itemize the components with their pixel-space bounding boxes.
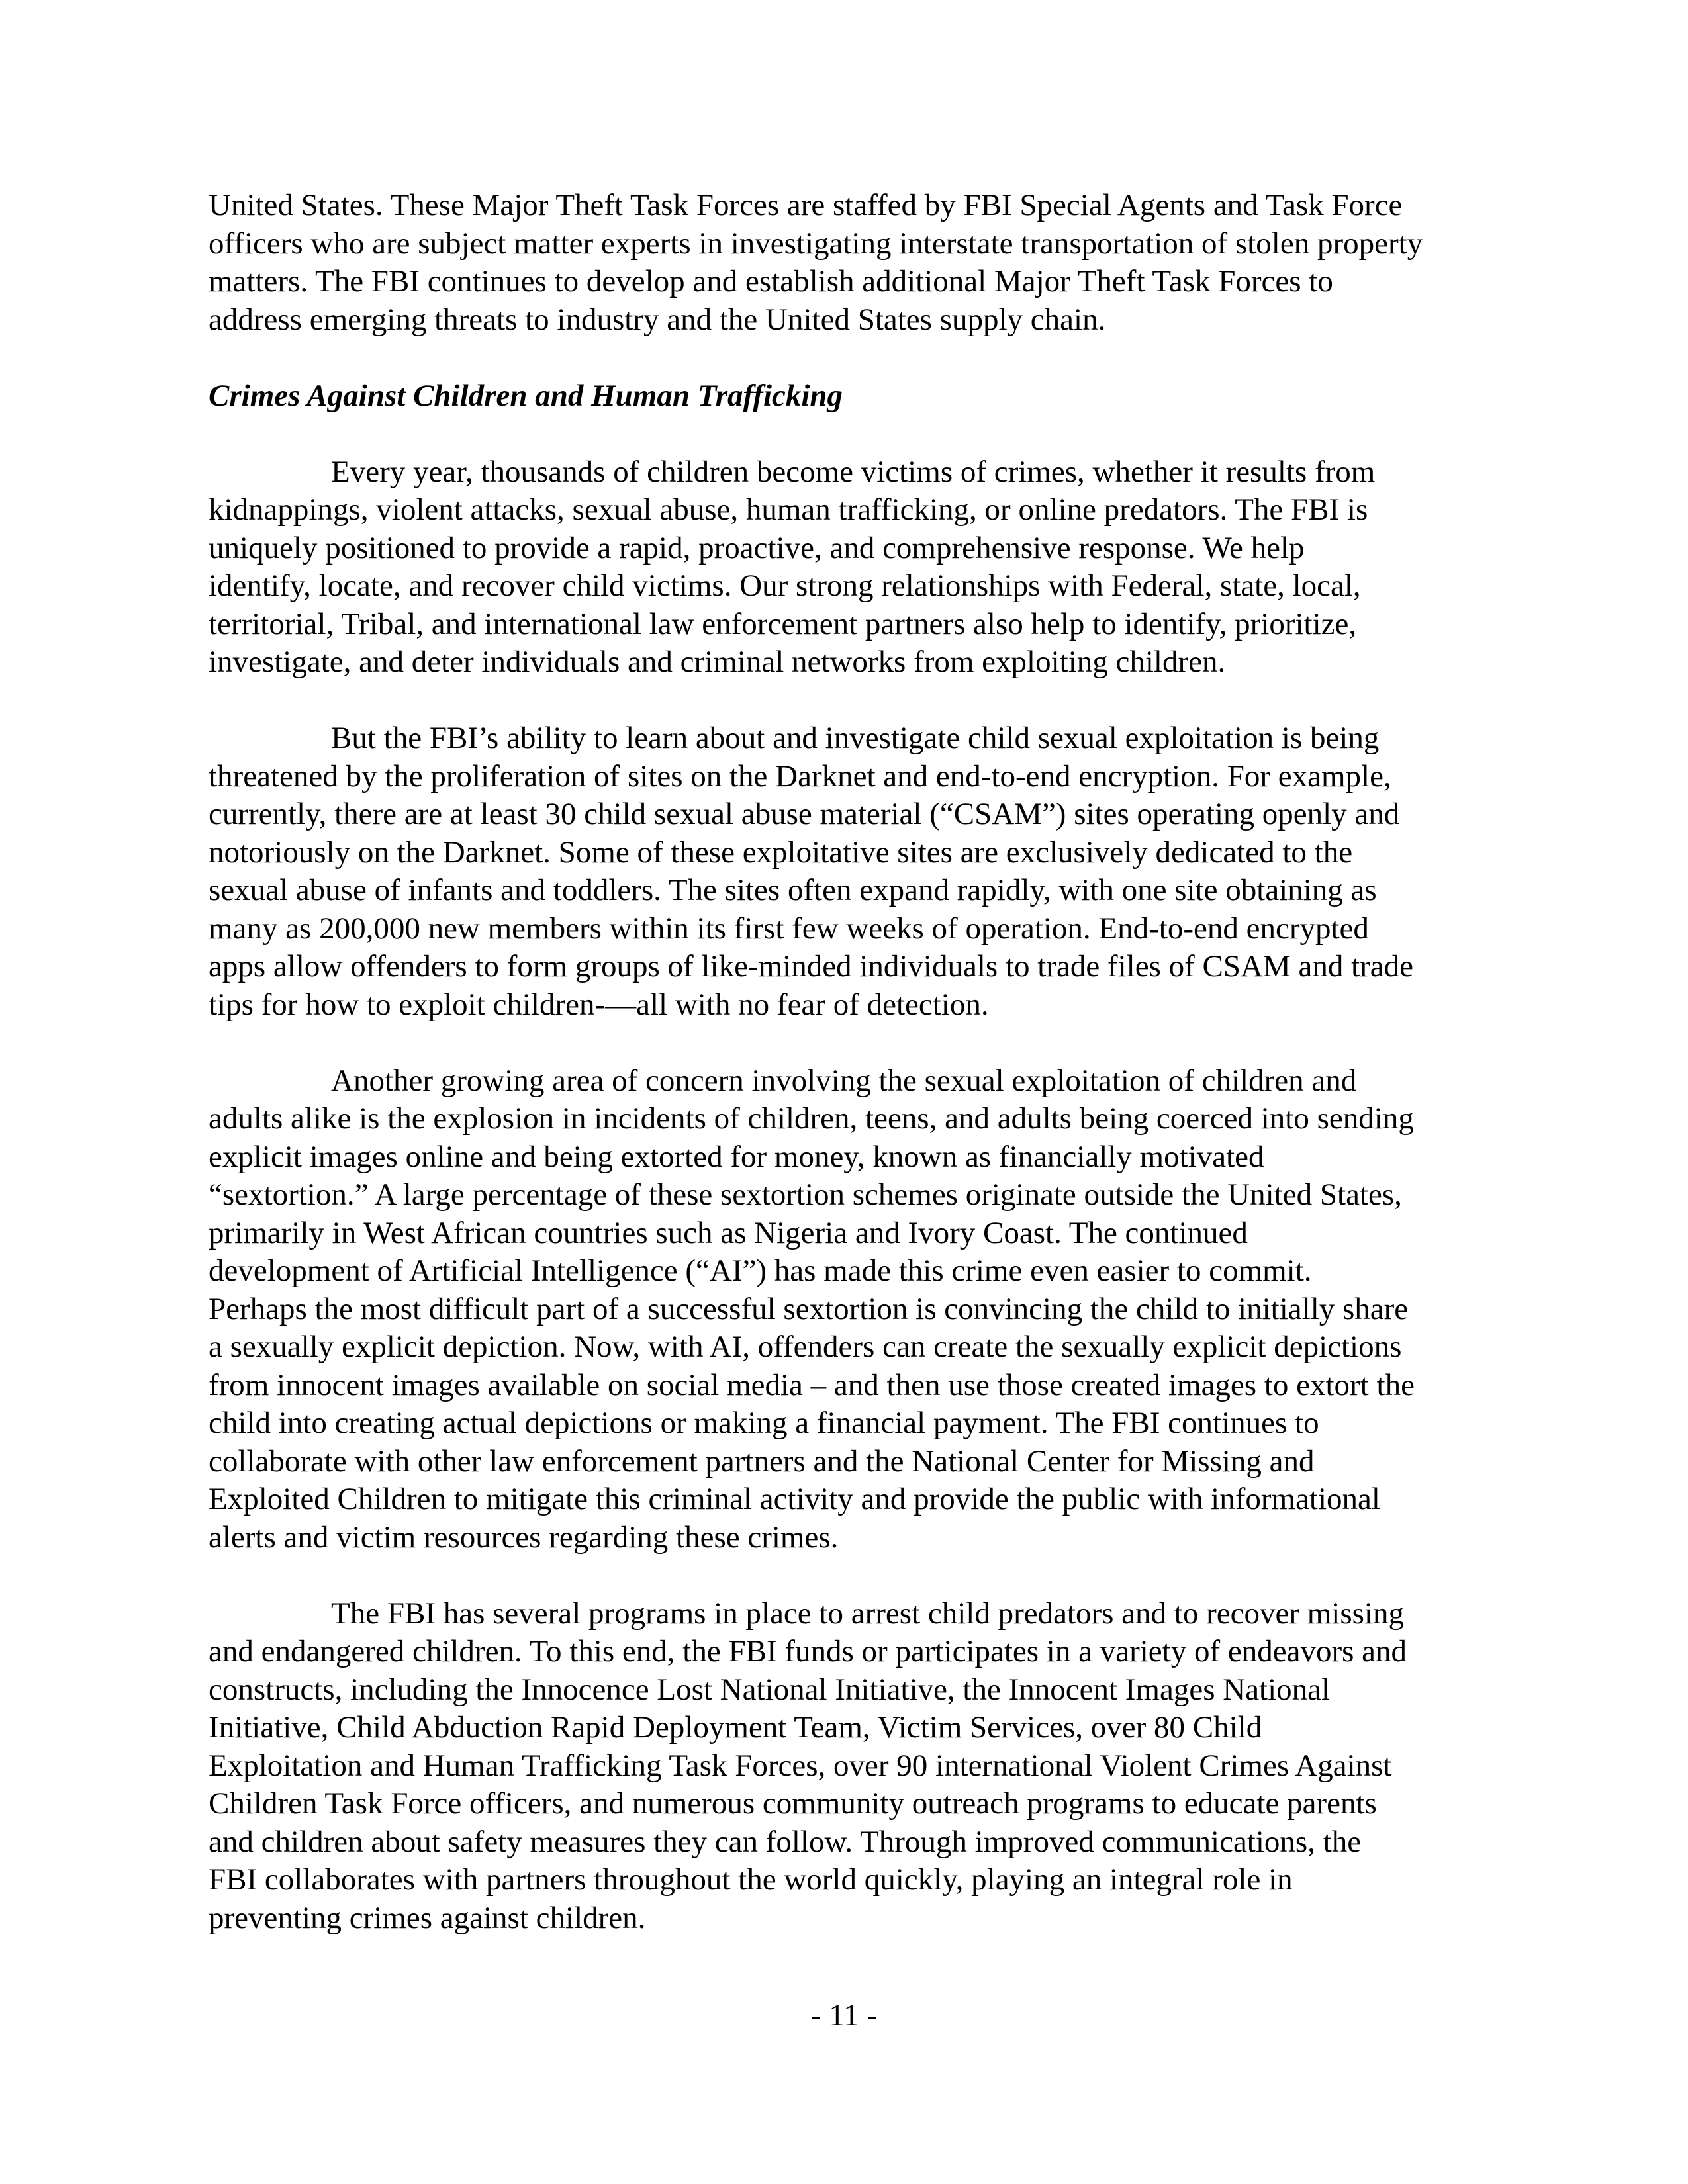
text-line: The FBI has several programs in place to arrest child predators and to recover missing	[331, 1596, 1404, 1631]
text-line: kidnappings, violent attacks, sexual abuse, human trafficking, or online predators. The FBI is	[209, 492, 1368, 527]
document-page	[209, 187, 1506, 1937]
text-line: from innocent images available on social media – and then use those created images to extort the	[209, 1367, 1415, 1402]
text-line: Perhaps the most difficult part of a successful sextortion is convincing the child to initially share	[209, 1291, 1409, 1326]
text-line: matters. The FBI continues to develop and establish additional Major Theft Task Forces to	[209, 264, 1333, 298]
paragraph-sextortion	[209, 1062, 1506, 1557]
text-line: collaborate with other law enforcement partners and the National Center for Missing and	[209, 1443, 1315, 1479]
text-line: territorial, Tribal, and international law enforcement partners also help to identify, prioritize,	[209, 606, 1357, 641]
text-line: sexual abuse of infants and toddlers. The sites often expand rapidly, with one site obtaining as	[209, 873, 1377, 907]
text-line: adults alike is the explosion in incidents of children, teens, and adults being coerced into sending	[209, 1101, 1414, 1136]
page-number: - 11 -	[810, 1998, 878, 2032]
text-line: investigate, and deter individuals and criminal networks from exploiting children.	[209, 645, 1226, 679]
text-line: alerts and victim resources regarding these crimes.	[209, 1520, 839, 1555]
text-line: United States. These Major Theft Task Forces are staffed by FBI Special Agents and Task Force	[209, 188, 1403, 222]
paragraph-spacer	[209, 682, 1506, 720]
text-line: Every year, thousands of children become victims of crimes, whether it results from	[331, 454, 1376, 489]
text-line: uniquely positioned to provide a rapid, proactive, and comprehensive response. We help	[209, 530, 1305, 565]
text-line: many as 200,000 new members within its first few weeks of operation. End-to-end encrypted	[209, 911, 1369, 946]
text-line: address emerging threats to industry and the United States supply chain.	[209, 302, 1106, 337]
text-line: Another growing area of concern involving the sexual exploitation of children and	[331, 1063, 1357, 1098]
text-line: notoriously on the Darknet. Some of these exploitative sites are exclusively dedicated to the	[209, 835, 1353, 870]
paragraph-spacer	[209, 1557, 1506, 1595]
paragraph-spacer	[209, 1024, 1506, 1062]
text-line: threatened by the proliferation of sites on the Darknet and end-to-end encryption. For example,	[209, 758, 1391, 794]
text-line: and endangered children. To this end, the FBI funds or participates in a variety of endeavors and	[209, 1634, 1407, 1668]
section-heading: Crimes Against Children and Human Trafficking	[209, 378, 843, 413]
paragraph-programs	[209, 1595, 1506, 1938]
text-line: preventing crimes against children.	[209, 1900, 646, 1935]
text-line: and children about safety measures they can follow. Through improved communications, the	[209, 1824, 1362, 1859]
text-line: currently, there are at least 30 child sexual abuse material (“CSAM”) sites operating openly and	[209, 797, 1400, 831]
paragraph-darknet	[209, 719, 1506, 1024]
text-line: FBI collaborates with partners throughout the world quickly, playing an integral role in	[209, 1862, 1293, 1897]
text-line: identify, locate, and recover child victims. Our strong relationships with Federal, state, local,	[209, 569, 1361, 603]
text-line: primarily in West African countries such as Nigeria and Ivory Coast. The continued	[209, 1215, 1248, 1250]
paragraph-spacer	[209, 415, 1506, 453]
text-line: Initiative, Child Abduction Rapid Deployment Team, Victim Services, over 80 Child	[209, 1710, 1262, 1745]
text-line: Exploited Children to mitigate this criminal activity and provide the public with informational	[209, 1482, 1380, 1516]
paragraph-spacer	[209, 339, 1506, 377]
text-line: constructs, including the Innocence Lost National Initiative, the Innocent Images National	[209, 1672, 1331, 1707]
text-line: apps allow offenders to form groups of like-minded individuals to trade files of CSAM and trade	[209, 949, 1414, 983]
text-line: tips for how to exploit children-—all with no fear of detection.	[209, 987, 989, 1022]
text-line: child into creating actual depictions or making a financial payment. The FBI continues to	[209, 1406, 1319, 1440]
text-line: explicit images online and being extorted for money, known as financially motivated	[209, 1139, 1264, 1174]
paragraph-every-year	[209, 453, 1506, 682]
text-line: But the FBI’s ability to learn about and investigate child sexual exploitation is being	[331, 721, 1380, 755]
text-line: “sextortion.” A large percentage of these sextortion schemes originate outside the United States,	[209, 1177, 1402, 1212]
text-line: Exploitation and Human Trafficking Task Forces, over 90 international Violent Crimes Against	[209, 1748, 1392, 1783]
text-line: officers who are subject matter experts in investigating interstate transportation of stolen property	[209, 226, 1423, 261]
opening-paragraph	[209, 187, 1506, 339]
text-line: a sexually explicit depiction. Now, with AI, offenders can create the sexually explicit depictions	[209, 1330, 1402, 1364]
text-line: Children Task Force officers, and numerous community outreach programs to educate parents	[209, 1786, 1377, 1821]
text-line: development of Artificial Intelligence (“AI”) has made this crime even easier to commit.	[209, 1253, 1312, 1288]
